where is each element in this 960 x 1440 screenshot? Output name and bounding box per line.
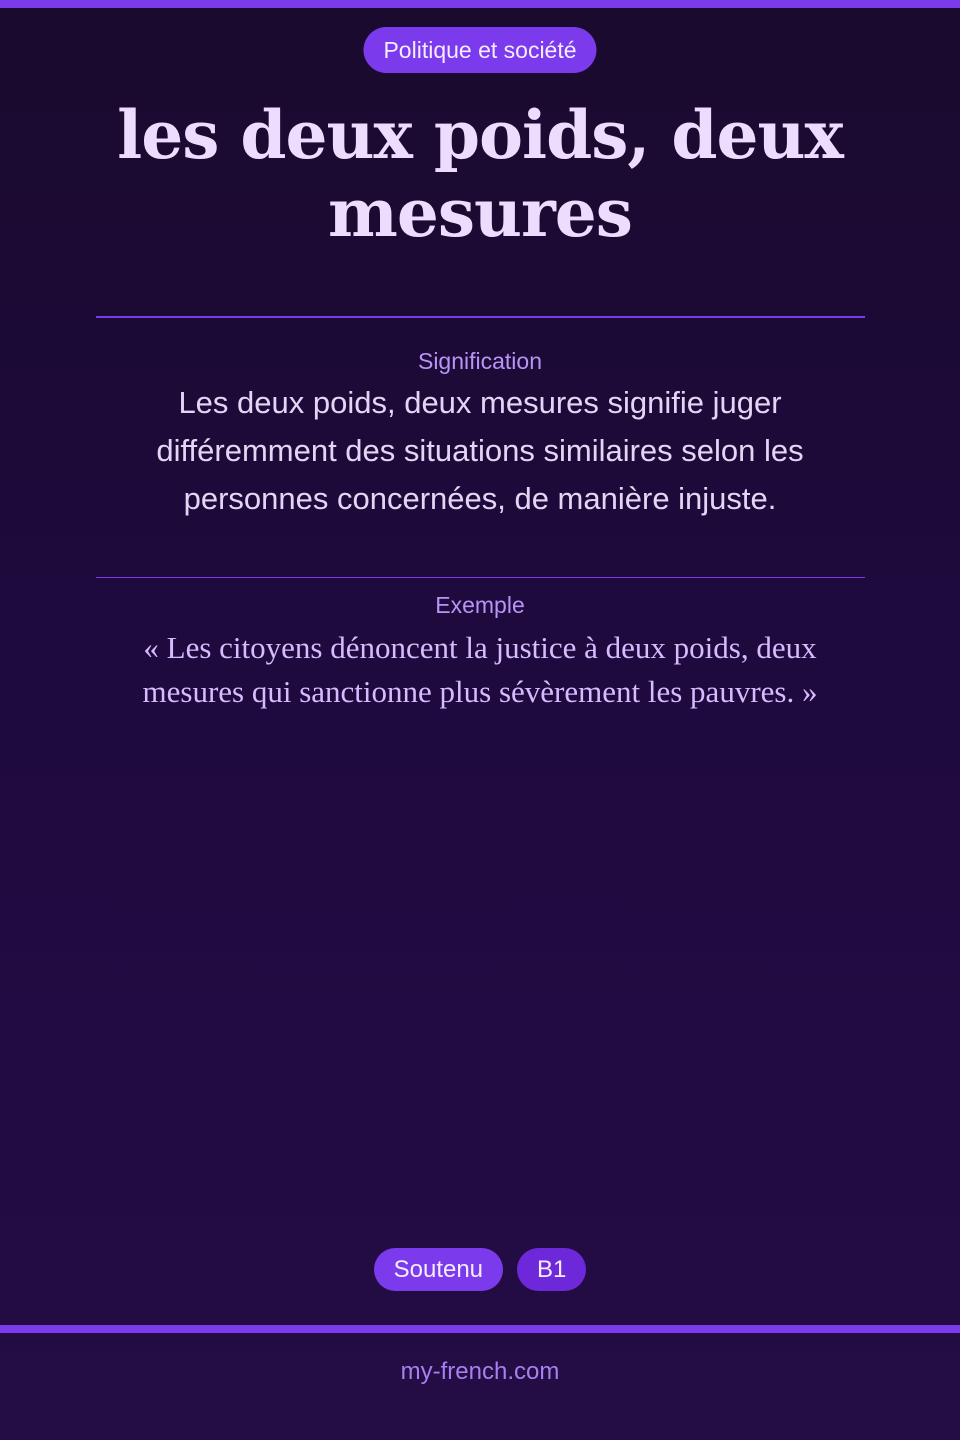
register-tag: Soutenu: [374, 1248, 503, 1291]
title-divider: [96, 316, 865, 318]
level-tag: B1: [517, 1248, 586, 1291]
footer-site-link[interactable]: my-french.com: [400, 1358, 560, 1385]
bottom-accent-bar: [0, 1325, 960, 1333]
category-badge: Politique et société: [363, 27, 596, 73]
tag-group: [0, 1248, 960, 1291]
expression-title: les deux poids, deux mesures: [117, 96, 843, 252]
section-divider: [96, 577, 865, 578]
example-label: Exemple: [435, 592, 525, 618]
meaning-label: Signification: [417, 348, 543, 374]
meaning-text: Les deux poids, deux mesures signifie juger différemment des situations similaires selon les personnes concernées, de manière injuste.: [156, 385, 804, 516]
example-quote: « Les citoyens dénoncent la justice à deux poids, deux mesures qui sanctionne plus sévèrement les pauvres. »: [142, 630, 818, 709]
top-accent-bar: [0, 0, 960, 8]
